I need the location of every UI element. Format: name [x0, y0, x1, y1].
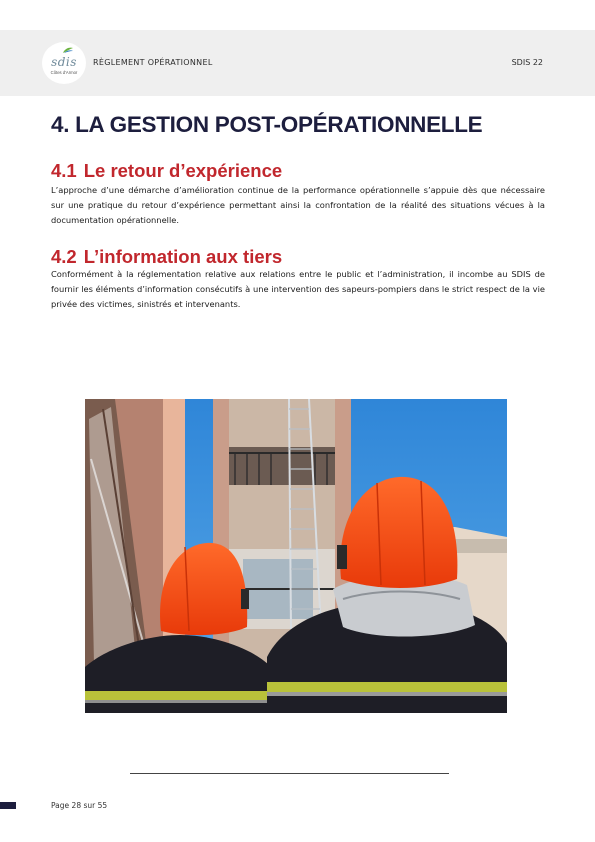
section-title: L’information aux tiers [83, 246, 283, 267]
section-heading-information-tiers [51, 246, 282, 268]
leaf-icon [62, 47, 74, 54]
footer-divider [130, 773, 449, 774]
footer-marker [0, 802, 16, 809]
header-code: SDIS 22 [511, 58, 543, 67]
section-heading-retour-experience [51, 160, 282, 182]
section-title: Le retour d’expérience [83, 160, 283, 181]
section-paragraph: L’approche d’une démarche d’amélioration continue de la performance opérationnelle s’appuie dès que nécessaire sur une pratique du retour d’expérience permettant ainsi la confrontation de la réalité des situations vécues à la documentation opérationnelle. [51, 185, 545, 226]
page-number: Page 28 sur 55 [51, 801, 108, 810]
section-paragraph: Conformément à la réglementation relative aux relations entre le public et l’administration, il incombe au SDIS de fournir les éléments d’information consécutifs à une intervention des sapeurs-pompiers dans le strict respect de la vie privée des victimes, sinistrés et intervenants. [51, 269, 545, 310]
section-number: 4.1 [51, 160, 77, 181]
header-title: RÈGLEMENT OPÉRATIONNEL [93, 58, 213, 67]
page-header [0, 30, 595, 96]
logo-text: sdis [51, 55, 77, 69]
firefighters-photo [85, 399, 507, 713]
chapter-title: 4. LA GESTION POST-OPÉRATIONNELLE [51, 112, 483, 137]
sdis-logo [42, 42, 86, 84]
section-number: 4.2 [51, 246, 77, 267]
logo-subtext: Côtes d'Armor [50, 70, 78, 75]
